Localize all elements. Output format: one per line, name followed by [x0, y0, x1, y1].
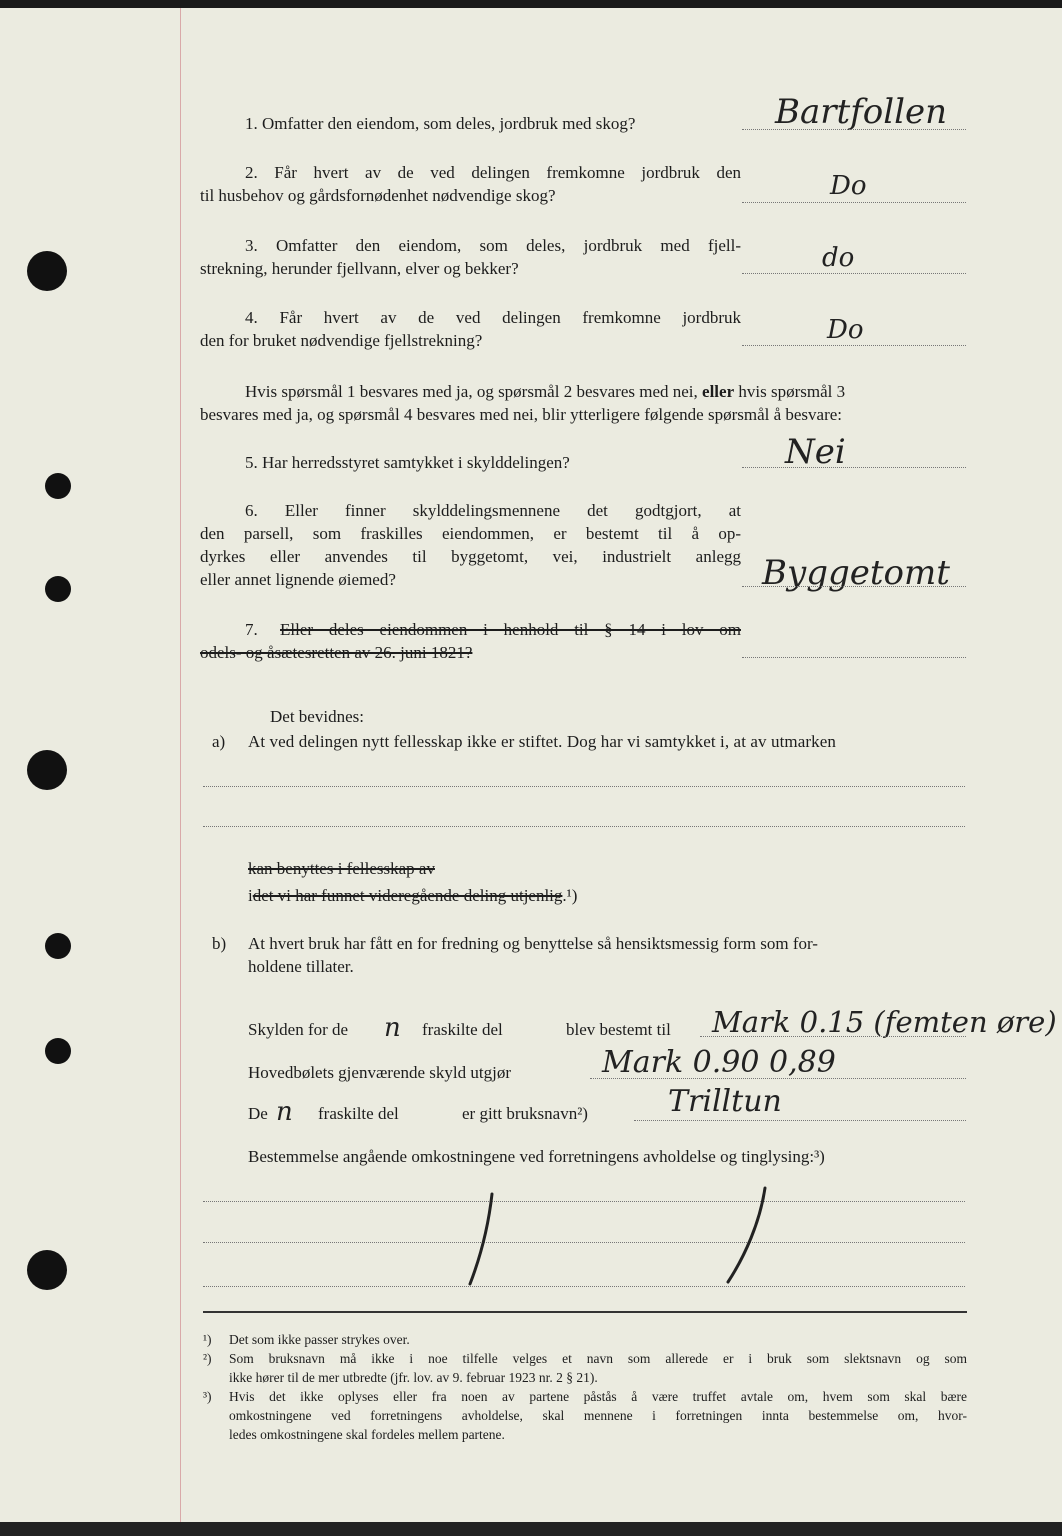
question-7-line-2-struck: odels- og åsætesretten av 26. juni 1821? [200, 643, 473, 662]
pen-stroke-right [728, 1188, 765, 1282]
footnote-3-line-2: omkostningene ved forretningens avholdelse, skal mennene i forretningen innta bestemmelse om, hvor- [229, 1408, 967, 1423]
skylden-answer-handwritten: Mark 0.15 (femten øre) [712, 1005, 1057, 1039]
bruksnavn-label-b: fraskilte del [318, 1104, 399, 1123]
answer-1-handwritten: Bartfollen [775, 92, 947, 132]
question-4-line-1: 4. Får hvert av de ved delingen fremkomne jordbruk [245, 308, 741, 327]
footnote-3-mark: ³) [203, 1389, 212, 1404]
finding-a-text: At ved delingen nytt fellesskap ikke er stiftet. Dog har vi samtykket i, at av utmarken [248, 732, 836, 751]
finding-a-struck-2-suffix: .¹) [562, 886, 578, 905]
intro-line-1-bold: eller [702, 382, 735, 401]
intro-line-1-part-b: hvis spørsmål 3 [738, 382, 846, 401]
finding-a-struck-1: kan benyttes i fellesskap av [248, 859, 435, 878]
hovedbol-label: Hovedbølets gjenværende skyld utgjør [248, 1063, 511, 1082]
answer-3-handwritten: do [822, 243, 855, 273]
skylden-label-a: Skylden for de [248, 1020, 349, 1039]
answer-5-handwritten: Nei [785, 432, 846, 472]
intro-line-2: besvares med ja, og spørsmål 4 besvares med nei, blir ytterligere følgende spørsmål å besvare: [200, 405, 843, 424]
question-6-line-2: den parsell, som fraskilles eiendommen, er bestemt til å op- [200, 524, 741, 543]
question-2-line-2: til husbehov og gårdsfornødenhet nødvendige skog? [200, 186, 556, 205]
intro-line-1-part-a: Hvis spørsmål 1 besvares med ja, og spørsmål 2 besvares med nei, [245, 382, 698, 401]
skylden-handwritten-n: n [384, 1013, 401, 1043]
bruksnavn-answer-handwritten: Trilltun [668, 1084, 782, 1119]
question-6-line-3: dyrkes eller anvendes til byggetomt, vei, industrielt anlegg [200, 547, 741, 566]
footnote-2-line-2: ikke hører til de mer utbredte (jfr. lov. av 9. februar 1923 nr. 2 § 21). [229, 1370, 598, 1385]
skylden-label-b: fraskilte del [422, 1020, 503, 1039]
finding-b-label: b) [212, 934, 227, 953]
scan-bottom-edge [0, 1522, 1062, 1536]
answer-2-handwritten: Do [830, 171, 867, 201]
bruksnavn-label-a: De [248, 1104, 268, 1123]
question-3-line-2: strekning, herunder fjellvann, elver og bekker? [200, 259, 519, 278]
findings-heading: Det bevidnes: [270, 707, 364, 726]
footnote-1: Det som ikke passer strykes over. [229, 1332, 410, 1347]
finding-a-struck-2: det vi har funnet videregående deling utjenlig [252, 886, 563, 905]
question-3-line-1: 3. Omfatter den eiendom, som deles, jordbruk med fjell- [245, 236, 741, 255]
skylden-label-c: blev bestemt til [566, 1020, 671, 1039]
bestemmelse-label: Bestemmelse angående omkostningene ved forretningens avholdelse og tinglysing:³) [248, 1147, 825, 1166]
pen-stroke-left [470, 1194, 492, 1284]
answer-4-handwritten: Do [827, 315, 864, 345]
question-4-line-2: den for bruket nødvendige fjellstrekning? [200, 331, 483, 350]
finding-b-text-line-2: holdene tillater. [248, 957, 354, 976]
finding-a-label: a) [212, 732, 226, 751]
question-7-line-1-struck: Eller deles eiendommen i henhold til § 14 i lov om [280, 620, 741, 639]
question-6-line-4: eller annet lignende øiemed? [200, 570, 396, 589]
bruksnavn-label-c: er gitt bruksnavn²) [462, 1104, 588, 1123]
footnote-2-mark: ²) [203, 1351, 212, 1366]
question-2-line-1: 2. Får hvert av de ved delingen fremkomne jordbruk den [245, 163, 741, 182]
finding-b-text-line-1: At hvert bruk har fått en for fredning og benyttelse så hensiktsmessig form som for- [248, 934, 818, 953]
footnote-1-mark: ¹) [203, 1332, 212, 1347]
footnote-2-line-1: Som bruksnavn må ikke i noe tilfelle velges et navn som allerede er i bruk som slektsnavn og som [229, 1351, 967, 1366]
bruksnavn-handwritten-n: n [276, 1097, 293, 1127]
finding-a-struck-2-prefix: i [248, 886, 253, 905]
hovedbol-answer-handwritten: Mark 0.90 0,89 [602, 1045, 836, 1080]
footnote-3-line-1: Hvis det ikke oplyses eller fra noen av partene påstås å være truffet avtale om, hvem som skal bære [229, 1389, 967, 1404]
question-7-number: 7. [245, 620, 258, 639]
answer-6-handwritten: Byggetomt [762, 553, 950, 593]
question-6-line-1: 6. Eller finner skylddelingsmennene det godtgjort, at [245, 501, 741, 520]
footnote-separator [203, 1311, 967, 1313]
footnote-3-line-3: ledes omkostningene skal fordeles mellem partene. [229, 1427, 505, 1442]
question-1: 1. Omfatter den eiendom, som deles, jordbruk med skog? [245, 114, 636, 133]
question-5: 5. Har herredsstyret samtykket i skylddelingen? [245, 453, 570, 472]
